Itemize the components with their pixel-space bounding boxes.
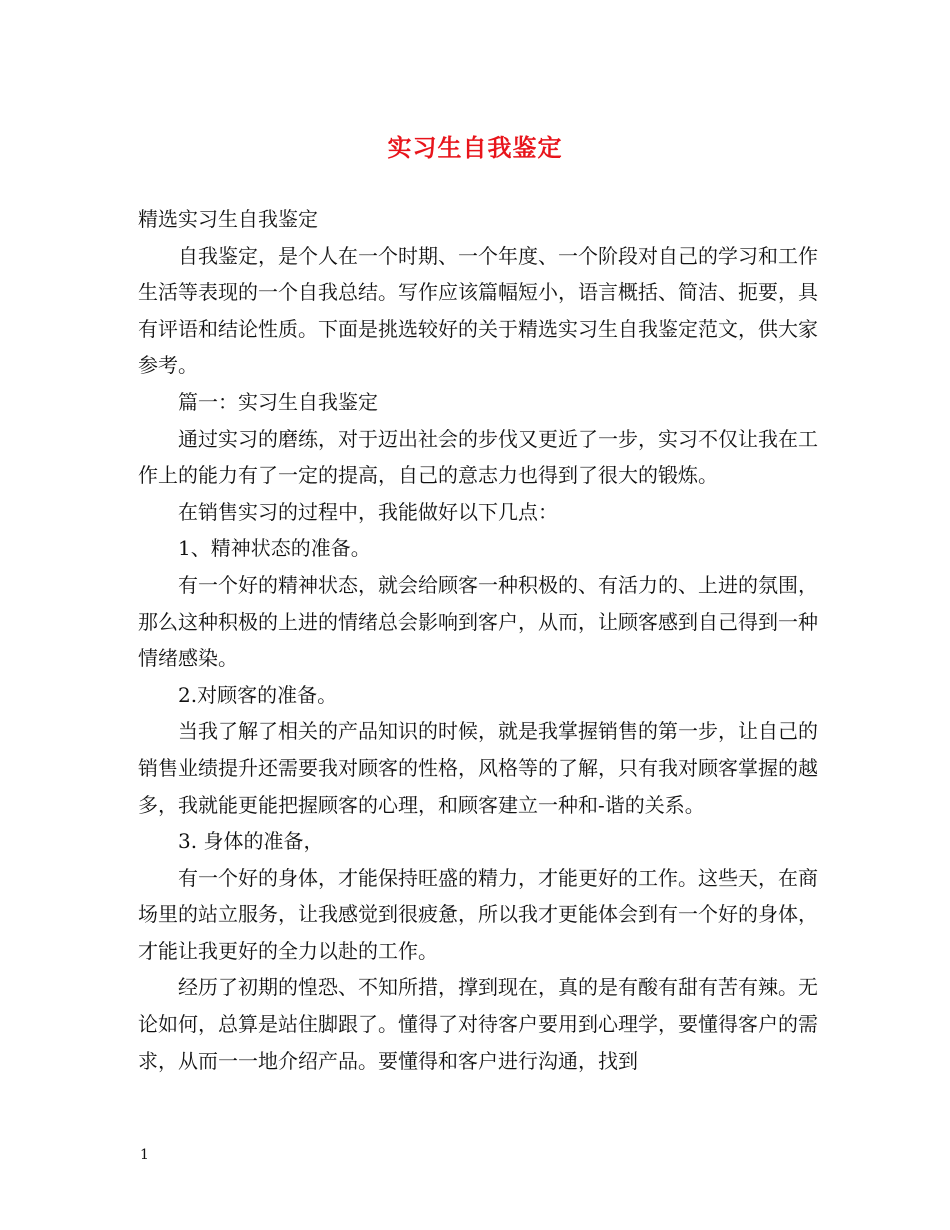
list-item: 1、精神状态的准备。	[178, 536, 371, 561]
list-item: 2.对顾客的准备。	[178, 682, 338, 707]
paragraph: 经历了初期的惶恐、不知所措，撑到现在，真的是有酸有甜有苦有辣。无论如何，总算是站住脚跟了。懂得了对待客户要用到心理学，要懂得客户的需求，从而一一地介绍产品。要懂得和客户进行沟通，找到	[138, 975, 818, 1073]
section-heading: 篇一：实习生自我鉴定	[178, 389, 378, 414]
paragraph: 有一个好的身体，才能保持旺盛的精力，才能更好的工作。这些天，在商场里的站立服务，让我感觉到很疲惫，所以我才更能体会到有一个好的身体，才能让我更好的全力以赴的工作。	[138, 865, 818, 963]
document-body	[138, 201, 818, 1079]
paragraph: 当我了解了相关的产品知识的时候，就是我掌握销售的第一步，让自己的销售业绩提升还需要我对顾客的性格，风格等的了解，只有我对顾客掌握的越多，我就能更能把握顾客的心理，和顾客建立一种和-谐的关系。	[138, 719, 818, 817]
paragraph: 自我鉴定，是个人在一个时期、一个年度、一个阶段对自己的学习和工作生活等表现的一个自我总结。写作应该篇幅短小，语言概括、简洁、扼要，具有评语和结论性质。下面是挑选较好的关于精选实习生自我鉴定范文，供大家参考。	[138, 243, 818, 378]
paragraph: 在销售实习的过程中，我能做好以下几点：	[178, 499, 558, 524]
paragraph: 通过实习的磨练，对于迈出社会的步伐又更近了一步，实习不仅让我在工作上的能力有了一定的提高，自己的意志力也得到了很大的锻炼。	[138, 426, 818, 488]
paragraph: 精选实习生自我鉴定	[138, 207, 318, 231]
page-number: 1	[140, 1147, 149, 1163]
paragraph: 有一个好的精神状态，就会给顾客一种积极的、有活力的、上进的氛围，那么这种积极的上进的情绪总会影响到客户，从而，让顾客感到自己得到一种情绪感染。	[138, 572, 818, 671]
document-title: 实习生自我鉴定	[387, 133, 563, 162]
list-item: 3. 身体的准备，	[178, 829, 324, 854]
